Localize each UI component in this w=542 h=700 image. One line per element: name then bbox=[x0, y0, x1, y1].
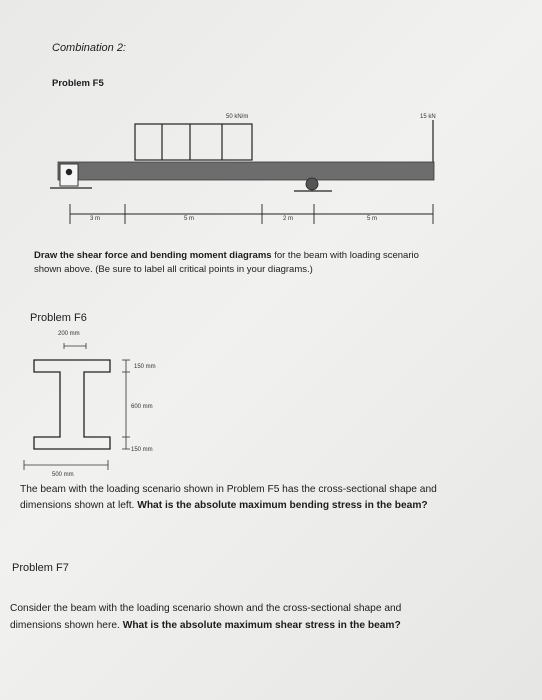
dim-label: 3 m bbox=[90, 216, 101, 222]
f6-text-line1: The beam with the loading scenario shown in Problem F5 has the cross-sectional shape and bbox=[20, 484, 437, 495]
dim-label: 2 m bbox=[283, 216, 294, 222]
dim-label: 5 m bbox=[184, 216, 195, 222]
bottom-width-label: 500 mm bbox=[52, 472, 74, 478]
combination-heading: Combination 2: bbox=[52, 42, 126, 54]
bottom-flange-label: 150 mm bbox=[131, 447, 153, 453]
web-height-label: 600 mm bbox=[131, 404, 153, 410]
i-beam-section bbox=[34, 360, 110, 449]
f7-text-line2: dimensions shown here. What is the absolute maximum shear stress in the beam? bbox=[10, 620, 401, 631]
point-load-label: 15 kN bbox=[420, 114, 436, 120]
dim-label: 5 m bbox=[367, 216, 378, 222]
f6-text-line2: dimensions shown at left. What is the absolute maximum bending stress in the beam? bbox=[20, 500, 428, 511]
problem-f5-title: Problem F5 bbox=[52, 78, 104, 89]
top-flange-label: 150 mm bbox=[134, 364, 156, 370]
problem-f7-title: Problem F7 bbox=[12, 562, 69, 574]
f5-instructions-line2: shown above. (Be sure to label all critical points in your diagrams.) bbox=[34, 264, 313, 275]
f7-text-line1: Consider the beam with the loading scenario shown and the cross-sectional shape and bbox=[10, 603, 402, 614]
problem-f6-title: Problem F6 bbox=[30, 312, 87, 324]
distributed-load-label: 50 kN/m bbox=[226, 114, 249, 120]
flange-width-top-label: 200 mm bbox=[58, 331, 80, 337]
f5-instructions-line1: Draw the shear force and bending moment diagrams for the beam with loading scenario bbox=[34, 250, 419, 261]
